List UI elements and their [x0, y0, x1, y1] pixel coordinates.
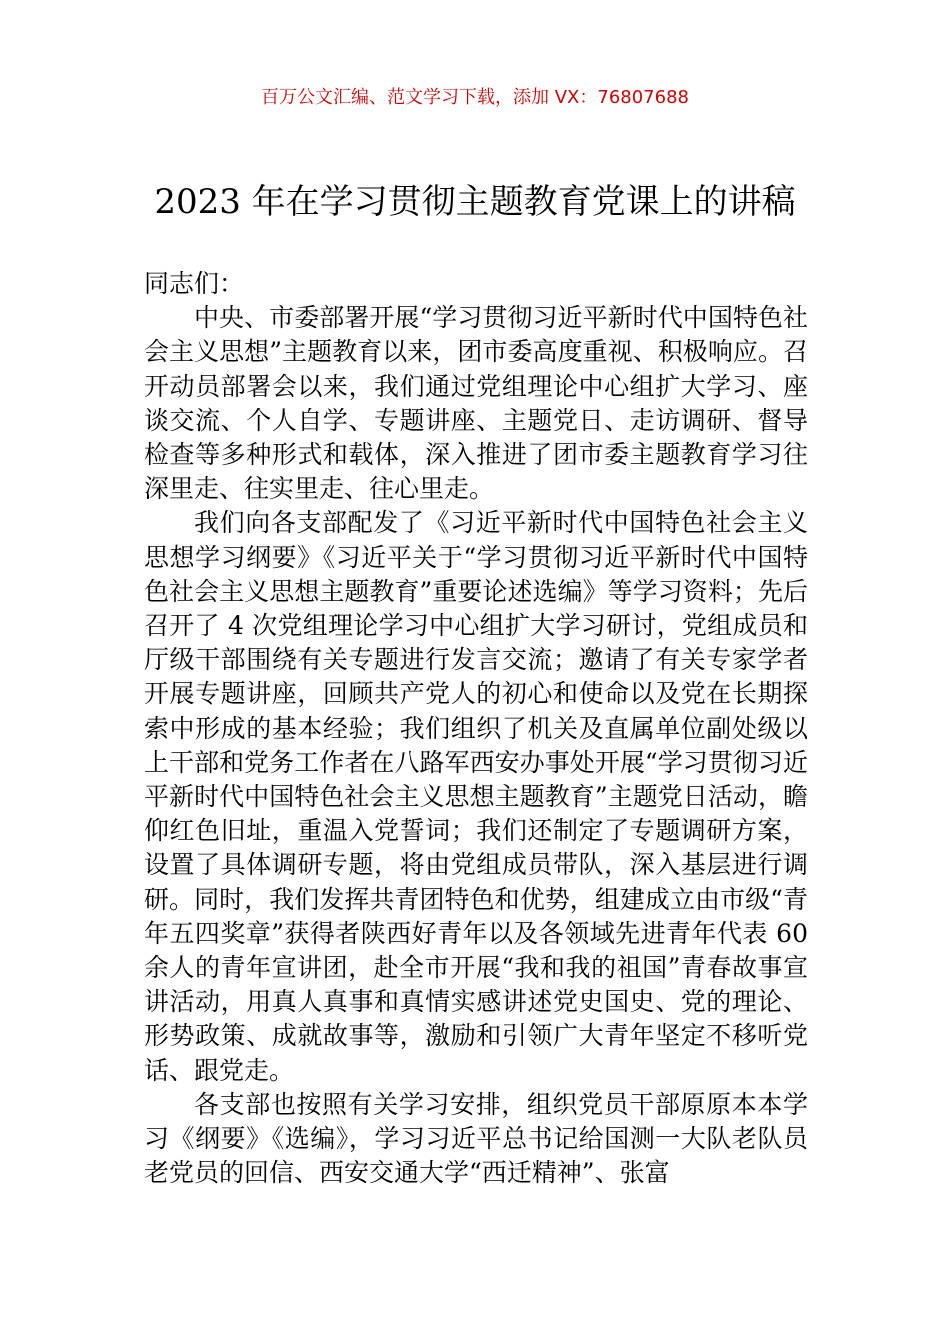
- paragraph: 我们向各支部配发了《习近平新时代中国特色社会主义思想学习纲要》《习近平关于“学习贯彻习近平新时代中国特色社会主义思想主题教育”重要论述选编》等学习资料；先后召开了 4 次党组理论学习中心组扩大学习研讨，党组成员和厅级干部围绕有关专题进行发言交流；邀请了有关专家学者开展专题讲座，回顾共产党人的初心和使命以及党在长期探索中形成的基本经验；我们组织了机关及直属单位副处级以上干部和党务工作者在八路军西安办事处开展“学习贯彻习近平新时代中国特色社会主义思想主题教育”主题党日活动，瞻仰红色旧址，重温入党誓词；我们还制定了专题调研方案，设置了具体调研专题，将由党组成员带队，深入基层进行调研。同时，我们发挥共青团特色和优势，组建成立由市级“青年五四奖章”获得者陕西好青年以及各领域先进青年代表 60 余人的青年宣讲团，赴全市开展“我和我的祖国”青春故事宣讲活动，用真人真事和真情实感讲述党史国史、党的理论、形势政策、成就故事等，激励和引领广大青年坚定不移听党话、跟党走。: [144, 508, 808, 1085]
- header-note: 百万公文汇编、范文学习下载，添加 VX：76807688: [261, 87, 689, 108]
- paragraph: 中央、市委部署开展“学习贯彻习近平新时代中国特色社会主义思想”主题教育以来，团市委高度重视、积极响应。召开动员部署会以来，我们通过党组理论中心组扩大学习、座谈交流、个人自学、专题讲座、主题党日、走访调研、督导检查等多种形式和载体，深入推进了团市委主题教育学习往深里走、往实里走、往心里走。: [144, 303, 808, 504]
- paragraph: 各支部也按照有关学习安排，组织党员干部原原本本学习《纲要》《选编》，学习习近平总书记给国测一大队老队员老党员的回信、西安交通大学“西迁精神”、张富: [144, 1089, 808, 1188]
- document-title: 2023 年在学习贯彻主题教育党课上的讲稿: [154, 182, 796, 222]
- document-body: [144, 267, 808, 1190]
- salutation: 同志们：: [144, 269, 245, 298]
